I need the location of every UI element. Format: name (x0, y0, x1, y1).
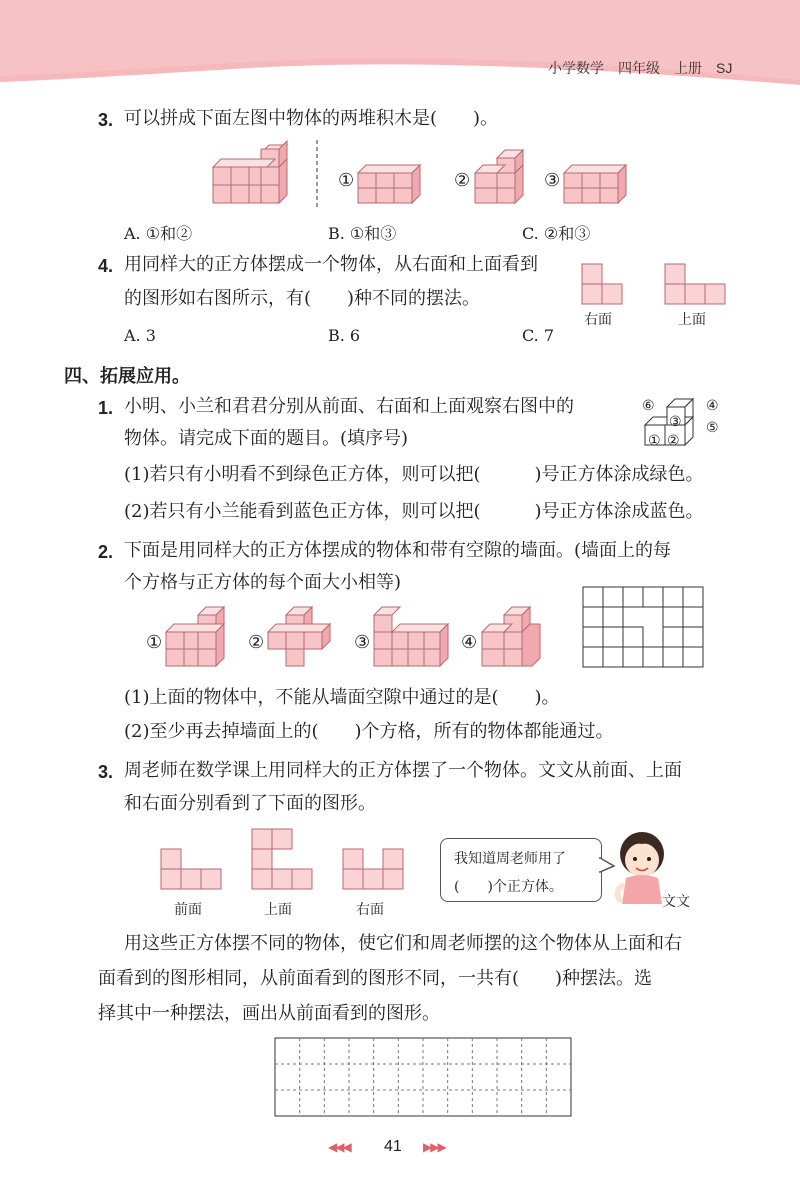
q4-line2: 的图形如右图所示，有( )种不同的摆法。 (124, 288, 481, 309)
e2-figure-1 (166, 607, 236, 667)
section-title: 四、拓展应用。 (64, 366, 190, 387)
e2-figure-4 (482, 607, 552, 667)
q3-option-c: C. ②和③ (522, 224, 591, 243)
e2-number: 2. (98, 542, 114, 562)
wall-cell (683, 587, 703, 607)
e3-para3: 择其中一种摆法，画出从前面看到的图形。 (98, 1003, 440, 1024)
e1-sub1: (1)若只有小明看不到绿色正方体，则可以把( )号正方体涂成绿色。 (124, 464, 704, 485)
e2-sub1: (1)上面的物体中，不能从墙面空隙中通过的是( )。 (124, 687, 560, 708)
e3-right-label: 右面 (356, 902, 384, 918)
wall-cell (623, 587, 643, 607)
wall-cell (643, 647, 663, 667)
e1-label-1: ① (648, 433, 661, 449)
e3-right-view (343, 849, 407, 893)
q3-label-3: ③ (544, 170, 561, 191)
e1-number: 1. (98, 398, 114, 418)
footer-left-arrows: ◀◀◀ (328, 1140, 350, 1154)
q3-figure-2 (475, 150, 535, 210)
q4-option-a: A. 3 (124, 326, 156, 345)
wall-cell (603, 607, 623, 627)
wall-cell (683, 627, 703, 647)
e2-label-4: ④ (461, 632, 478, 653)
e3-line1: 周老师在数学课上用同样大的正方体摆了一个物体。文文从前面、上面 (124, 760, 682, 781)
e1-label-2: ② (667, 433, 680, 449)
q3-object-figure (213, 145, 313, 205)
wall-cell (583, 647, 603, 667)
q4-line1: 用同样大的正方体摆成一个物体，从右面和上面看到 (124, 254, 538, 275)
q4-option-c: C. 7 (522, 326, 555, 345)
e1-label-4: ④ (706, 398, 719, 414)
wall-cell (603, 647, 623, 667)
wall-cell (663, 647, 683, 667)
wall-cell (623, 647, 643, 667)
e2-figure-2 (268, 607, 338, 667)
e2-label-2: ② (248, 632, 265, 653)
e3-top-view (252, 829, 316, 893)
wall-cell (683, 607, 703, 627)
bubble-line1: 我知道周老师用了 (454, 851, 566, 867)
e1-line2: 物体。请完成下面的题目。(填序号) (124, 428, 409, 449)
footer-right-arrows: ▶▶▶ (423, 1140, 445, 1154)
q3-label-1: ① (338, 170, 355, 191)
q3-text: 可以拼成下面左图中物体的两堆积木是( )。 (124, 108, 499, 129)
bubble-line2: ( )个正方体。 (454, 879, 563, 895)
e2-line1: 下面是用同样大的正方体摆成的物体和带有空隙的墙面。(墙面上的每 (124, 540, 672, 561)
e2-sub2: (2)至少再去掉墙面上的( )个方格，所有的物体都能通过。 (124, 721, 614, 742)
q3-option-a: A. ①和② (124, 224, 193, 243)
wall-cell (583, 607, 603, 627)
e3-para1: 用这些正方体摆不同的物体，使它们和周老师摆的这个物体从上面和右 (124, 933, 682, 954)
wall-cell (663, 607, 683, 627)
wall-cell (663, 627, 683, 647)
q4-right-view (582, 264, 626, 308)
q3-figure-3 (564, 165, 644, 205)
answer-drawing-grid[interactable] (275, 1038, 575, 1120)
page-number: 41 (384, 1138, 402, 1155)
wall-cell (643, 587, 663, 607)
wall-cell (583, 587, 603, 607)
e3-top-label: 上面 (264, 902, 292, 918)
wall-cell (603, 627, 623, 647)
e3-line2: 和右面分别看到了下面的图形。 (124, 793, 376, 814)
q3-option-b: B. ①和③ (328, 224, 397, 243)
wall-cell (663, 587, 683, 607)
q4-number: 4. (98, 256, 114, 276)
e1-sub2: (2)若只有小兰能看到蓝色正方体，则可以把( )号正方体涂成蓝色。 (124, 501, 704, 522)
e2-label-1: ① (146, 632, 163, 653)
q3-number: 3. (98, 110, 114, 130)
e1-label-5: ⑤ (706, 420, 719, 436)
e2-wall-grid (583, 587, 705, 669)
header-text: 小学数学 四年级 上册 SJ (548, 60, 733, 76)
e3-number: 3. (98, 762, 114, 782)
e2-line2: 个方格与正方体的每个面大小相等) (124, 572, 402, 593)
q3-divider (315, 140, 319, 210)
q4-top-view (665, 264, 729, 308)
wall-cell (683, 647, 703, 667)
wall-cell (583, 627, 603, 647)
e1-label-6: ⑥ (642, 398, 655, 414)
e3-front-view (161, 849, 225, 893)
character-name: 文文 (662, 894, 690, 910)
q4-option-b: B. 6 (328, 326, 361, 345)
q4-top-label: 上面 (678, 312, 706, 328)
e2-label-3: ③ (354, 632, 371, 653)
e2-figure-3 (374, 607, 454, 667)
e1-label-3: ③ (669, 414, 682, 430)
q3-label-2: ② (454, 170, 471, 191)
q3-figure-1 (358, 165, 438, 205)
e1-line1: 小明、小兰和君君分别从前面、右面和上面观察右图中的 (124, 396, 574, 417)
e3-para2: 面看到的图形相同，从前面看到的图形不同，一共有( )种摆法。选 (98, 968, 653, 989)
wall-cell (603, 587, 623, 607)
e3-front-label: 前面 (174, 902, 202, 918)
wall-cell (623, 627, 643, 647)
q3-cubes (213, 141, 287, 203)
q4-right-label: 右面 (584, 312, 612, 328)
